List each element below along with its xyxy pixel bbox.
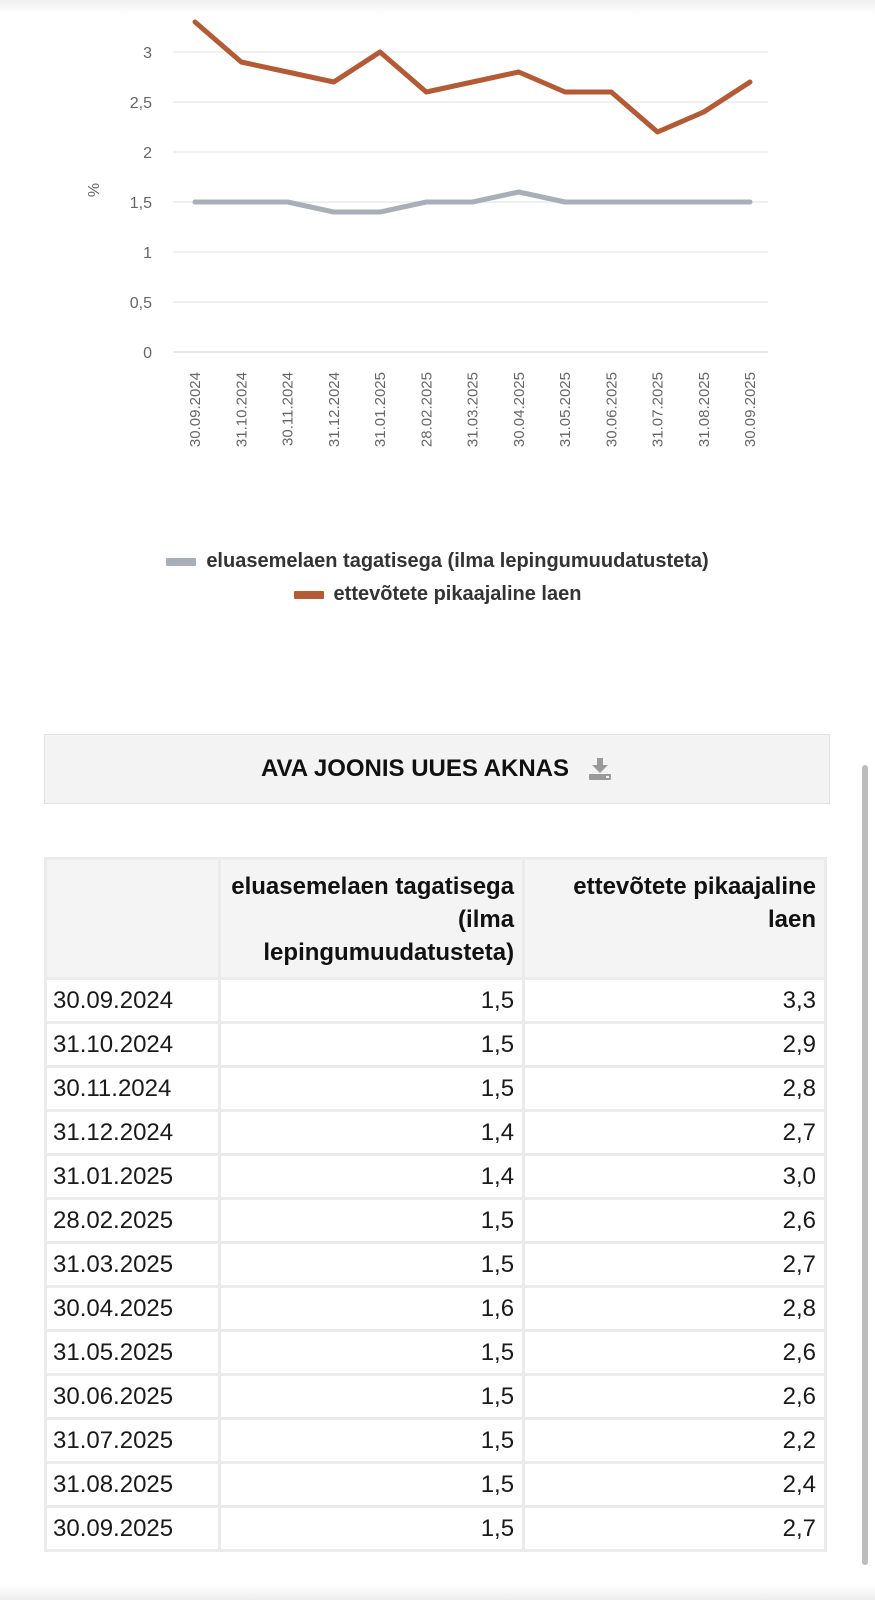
legend-swatch-business-loan (294, 591, 324, 599)
x-tick-label: 31.12.2024 (325, 372, 343, 448)
scrollbar[interactable] (862, 765, 868, 1565)
table-header-date (46, 859, 220, 979)
y-tick-label: 0 (143, 345, 152, 362)
table-header-business-loan: ettevõtete pikaajaline laen (524, 859, 826, 979)
table-header-row (46, 859, 826, 979)
table-row (46, 979, 826, 1023)
y-axis-label: % (86, 182, 103, 198)
series-line-business-loan[interactable] (195, 22, 750, 132)
table-cell-business-loan: 2,6 (524, 1331, 826, 1375)
table-row (46, 1375, 826, 1419)
table-cell-date: 31.05.2025 (46, 1331, 220, 1375)
series-line-housing-loan[interactable] (195, 192, 750, 212)
table-cell-date: 31.10.2024 (46, 1023, 220, 1067)
x-tick-label: 30.06.2025 (603, 372, 621, 448)
table-cell-business-loan: 2,4 (524, 1463, 826, 1507)
table-cell-date: 31.01.2025 (46, 1155, 220, 1199)
table-cell-date: 31.03.2025 (46, 1243, 220, 1287)
table-row (46, 1419, 826, 1463)
y-axis-ticks (130, 45, 152, 362)
table-cell-housing-loan: 1,4 (219, 1111, 524, 1155)
legend-label-business-loan: ettevõtete pikaajaline laen (333, 583, 582, 605)
table-row (46, 1243, 826, 1287)
y-tick-label: 3 (143, 45, 152, 62)
table-row (46, 1331, 826, 1375)
line-chart (0, 0, 875, 480)
table-row (46, 1023, 826, 1067)
y-tick-label: 2,5 (129, 95, 152, 112)
x-tick-label: 31.01.2025 (372, 372, 389, 448)
table-cell-date: 31.12.2024 (46, 1111, 220, 1155)
x-axis-ticks (187, 372, 759, 447)
table-cell-date: 28.02.2025 (46, 1199, 220, 1243)
x-tick-label: 31.03.2025 (464, 372, 482, 448)
table-cell-business-loan: 3,3 (524, 979, 826, 1023)
table-cell-housing-loan: 1,5 (219, 1067, 524, 1111)
table-cell-housing-loan: 1,5 (219, 1375, 524, 1419)
legend-swatch-housing-loan (166, 558, 196, 566)
table-cell-business-loan: 3,0 (524, 1155, 826, 1199)
table-cell-business-loan: 2,8 (524, 1067, 826, 1111)
table-row (46, 1507, 826, 1551)
open-button-label: AVA JOONIS UUES AKNAS (260, 755, 570, 782)
table-body (46, 979, 826, 1551)
table-cell-business-loan: 2,2 (524, 1419, 826, 1463)
table-row (46, 1463, 826, 1507)
x-tick-label: 30.11.2024 (279, 372, 297, 446)
table-cell-housing-loan: 1,5 (219, 1243, 524, 1287)
table-cell-business-loan: 2,6 (524, 1375, 826, 1419)
x-tick-label: 31.05.2025 (557, 372, 574, 448)
table-cell-date: 31.08.2025 (46, 1463, 220, 1507)
x-tick-label: 30.04.2025 (510, 372, 528, 448)
table-cell-date: 30.04.2025 (46, 1287, 220, 1331)
table-header-housing-loan: eluasemelaen tagatisega (ilma lepingumuudatusteta) (219, 859, 524, 979)
x-tick-label: 28.02.2025 (418, 372, 436, 448)
download-icon (587, 757, 613, 781)
x-tick-label: 30.09.2025 (742, 372, 759, 448)
table-row (46, 1111, 826, 1155)
legend-label-housing-loan: eluasemelaen tagatisega (ilma lepingumuudatusteta) (206, 550, 709, 572)
table-cell-date: 31.07.2025 (46, 1419, 220, 1463)
series (195, 22, 750, 212)
table-cell-housing-loan: 1,4 (219, 1155, 524, 1199)
x-tick-label: 31.10.2024 (233, 372, 251, 448)
legend (0, 550, 875, 606)
y-tick-label: 1 (143, 245, 152, 262)
table-cell-housing-loan: 1,5 (219, 1199, 524, 1243)
y-tick-label: 2 (143, 145, 152, 162)
y-tick-label: 1,5 (129, 195, 152, 212)
table-cell-housing-loan: 1,5 (219, 1463, 524, 1507)
table-row (46, 1287, 826, 1331)
table-cell-housing-loan: 1,5 (219, 979, 524, 1023)
legend-item-housing-loan[interactable] (166, 550, 708, 573)
table-cell-date: 30.09.2025 (46, 1507, 220, 1551)
table-cell-business-loan: 2,6 (524, 1199, 826, 1243)
x-tick-label: 31.08.2025 (695, 372, 713, 448)
table-cell-date: 30.06.2025 (46, 1375, 220, 1419)
table-cell-business-loan: 2,9 (524, 1023, 826, 1067)
table-cell-date: 30.11.2024 (46, 1067, 220, 1111)
table-cell-business-loan: 2,7 (524, 1507, 826, 1551)
table-row (46, 1067, 826, 1111)
table-cell-housing-loan: 1,5 (219, 1331, 524, 1375)
table-cell-business-loan: 2,8 (524, 1287, 826, 1331)
data-table (44, 857, 827, 1552)
x-tick-label: 31.07.2025 (649, 372, 667, 448)
table-cell-date: 30.09.2024 (46, 979, 220, 1023)
x-tick-label: 30.09.2024 (187, 372, 204, 448)
open-chart-new-window-button[interactable] (44, 734, 830, 804)
bottom-fade (0, 1585, 875, 1600)
table-row (46, 1155, 826, 1199)
y-tick-label: 0,5 (129, 295, 152, 312)
table-cell-business-loan: 2,7 (524, 1243, 826, 1287)
legend-item-business-loan[interactable] (294, 583, 582, 606)
table-cell-housing-loan: 1,5 (219, 1419, 524, 1463)
table-row (46, 1199, 826, 1243)
table-cell-housing-loan: 1,5 (219, 1023, 524, 1067)
table-cell-housing-loan: 1,5 (219, 1507, 524, 1551)
table-cell-business-loan: 2,7 (524, 1111, 826, 1155)
table-cell-housing-loan: 1,6 (219, 1287, 524, 1331)
